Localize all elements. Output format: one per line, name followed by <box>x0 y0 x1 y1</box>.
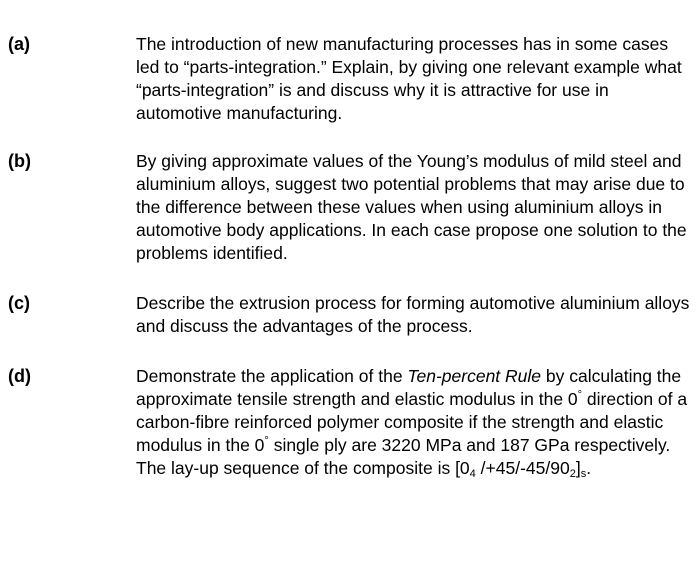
question-label: (c) <box>8 293 30 313</box>
text-segment: Demonstrate the application of the <box>136 366 408 386</box>
text-segment: direction of a carbon-fibre reinforced polymer composite if the strength and elastic modulus in the 0 <box>136 389 688 455</box>
question-text <box>136 365 696 480</box>
question-label: (a) <box>8 34 30 54</box>
question-label: (b) <box>8 151 31 171</box>
text-segment: ] <box>575 458 581 478</box>
subscript: 4 <box>469 468 476 480</box>
text-segment: . <box>586 458 592 478</box>
question-label: (d) <box>8 366 31 386</box>
text-segment: by calculating the approximate tensile strength and elastic modulus in the 0 <box>136 366 682 409</box>
text-segment: /+45/-45/90 <box>475 458 570 478</box>
subscript: s <box>580 468 587 480</box>
question-text: By giving approximate values of the Young’s modulus of mild steel and aluminium alloys, suggest two potential problems that may arise due to the difference between these values when using aluminium alloys in automotive body applications. In each case propose one solution to the problems identified. <box>136 151 687 263</box>
degree-symbol: ° <box>577 389 583 401</box>
text-segment: single ply are 3220 MPa and 187 GPa respectively. The lay-up sequence of the composite is [0 <box>136 435 671 478</box>
subscript: 2 <box>569 468 576 480</box>
degree-symbol: ° <box>264 435 269 447</box>
rule-name-emphasis: Ten-percent Rule <box>407 366 542 386</box>
question-text: The introduction of new manufacturing processes has in some cases led to “parts-integration.” Explain, by giving one relevant example what “parts-integration” is and discuss why it is attractive for use in automotive manufacturing. <box>136 34 682 123</box>
question-text: Describe the extrusion process for forming automotive aluminium alloys and discuss the advantages of the process. <box>136 293 690 336</box>
